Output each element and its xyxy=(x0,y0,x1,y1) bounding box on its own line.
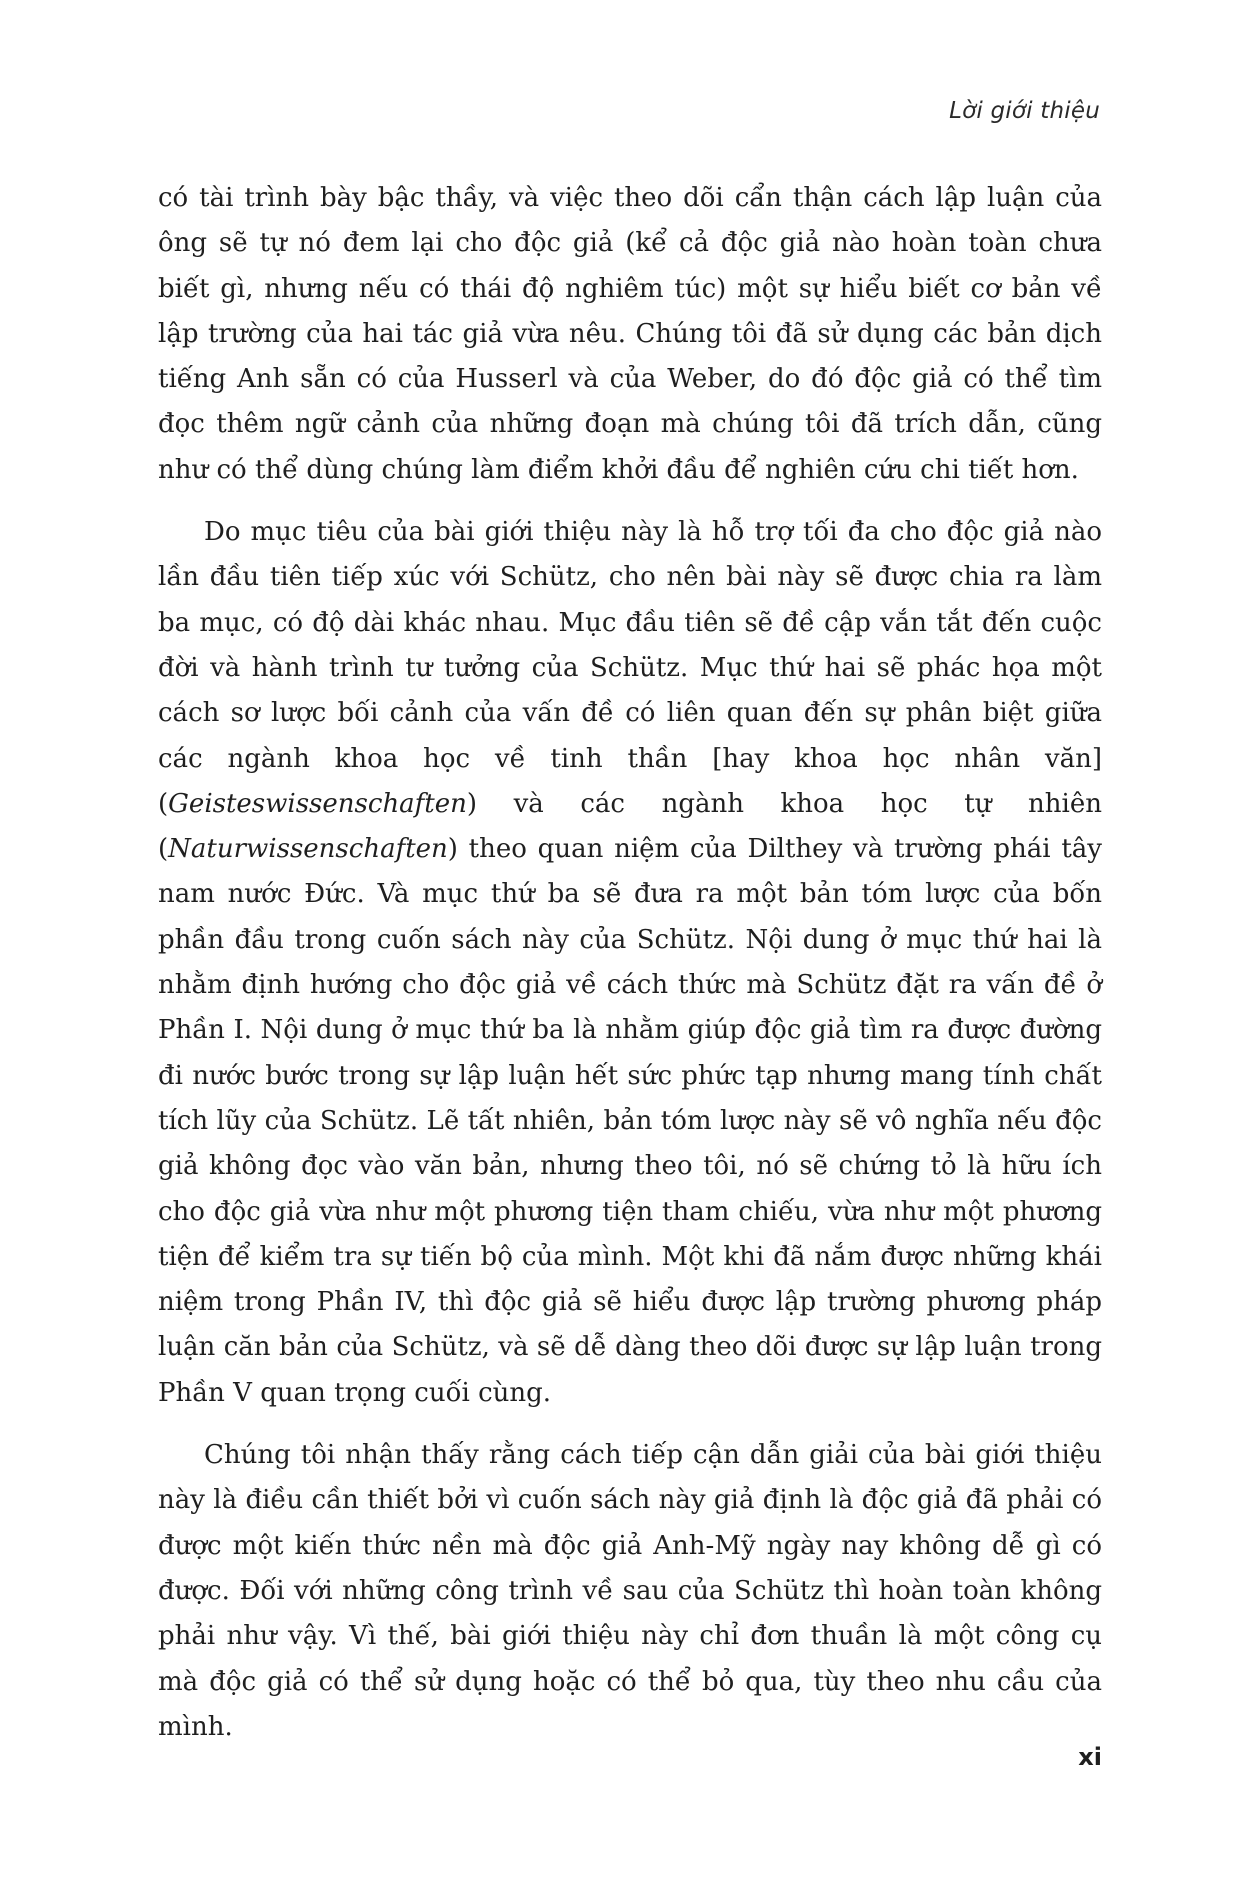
paragraph-1: có tài trình bày bậc thầy, và việc theo dõi cẩn thận cách lập luận của ông sẽ tự nó đem lại cho độc giả (kể cả độc giả nào hoàn toàn chưa biết gì, nhưng nếu có thái độ nghiêm túc) một sự hiểu biết cơ bản về lập trường của hai tác giả vừa nêu. Chúng tôi đã sử dụng các bản dịch tiếng Anh sẵn có của Husserl và của Weber, do đó độc giả có thể tìm đọc thêm ngữ cảnh của những đoạn mà chúng tôi đã trích dẫn, cũng như có thể dùng chúng làm điểm khởi đầu để nghiên cứu chi tiết hơn. xyxy=(158,183,1102,485)
paragraph-3: Chúng tôi nhận thấy rằng cách tiếp cận dẫn giải của bài giới thiệu này là điều cần thiết bởi vì cuốn sách này giả định là độc giả đã phải có được một kiến thức nền mà độc giả Anh-Mỹ ngày nay không dễ gì có được. Đối với những công trình về sau của Schütz thì hoàn toàn không phải như vậy. Vì thế, bài giới thiệu này chỉ đơn thuần là một công cụ mà độc giả có thể sử dụng hoặc có thể bỏ qua, tùy theo nhu cầu của mình. xyxy=(158,1440,1102,1742)
page-number: xi xyxy=(1078,1743,1102,1771)
running-header-title: Lời giới thiệu xyxy=(949,98,1100,124)
paragraph-2-text-a: Do mục tiêu của bài giới thiệu này là hỗ trợ tối đa cho độc giả nào lần đầu tiên tiếp xúc với Schütz, cho nên bài này sẽ được chia ra làm ba mục, có độ dài khác nhau. Mục đầu tiên sẽ đề cập vắn tắt đến cuộc đời và hành trình tư tưởng của Schütz. Mục thứ hai sẽ phác họa một cách sơ lược bối cảnh của vấn đề có liên quan đến sự phân biệt giữa các ngành khoa học về tinh thần [hay khoa học nhân văn] ( xyxy=(158,517,1102,819)
paragraph-2-text-c: ) theo quan niệm của Dilthey và trường phái tây nam nước Đức. Và mục thứ ba sẽ đưa ra một bản tóm lược của bốn phần đầu trong cuốn sách này của Schütz. Nội dung ở mục thứ hai là nhằm định hướng cho độc giả về cách thức mà Schütz đặt ra vấn đề ở Phần I. Nội dung ở mục thứ ba là nhằm giúp độc giả tìm ra được đường đi nước bước trong sự lập luận hết sức phức tạp nhưng mang tính chất tích lũy của Schütz. Lẽ tất nhiên, bản tóm lược này sẽ vô nghĩa nếu độc giả không đọc vào văn bản, nhưng theo tôi, nó sẽ chứng tỏ là hữu ích cho độc giả vừa như một phương tiện tham chiếu, vừa như một phương tiện để kiểm tra sự tiến bộ của mình. Một khi đã nắm được những khái niệm trong Phần IV, thì độc giả sẽ hiểu được lập trường phương pháp luận căn bản của Schütz, và sẽ dễ dàng theo dõi được sự lập luận trong Phần V quan trọng cuối cùng. xyxy=(158,834,1102,1408)
body-text xyxy=(158,176,1102,1750)
term-naturwissenschaften: Naturwissenschaften xyxy=(168,834,448,865)
paragraph-2-text-b: ) và các ngành khoa học tự nhiên ( xyxy=(158,788,1102,865)
term-geisteswissenschaften: Geisteswissenschaften xyxy=(168,788,467,819)
paragraph-2 xyxy=(158,510,1102,1416)
